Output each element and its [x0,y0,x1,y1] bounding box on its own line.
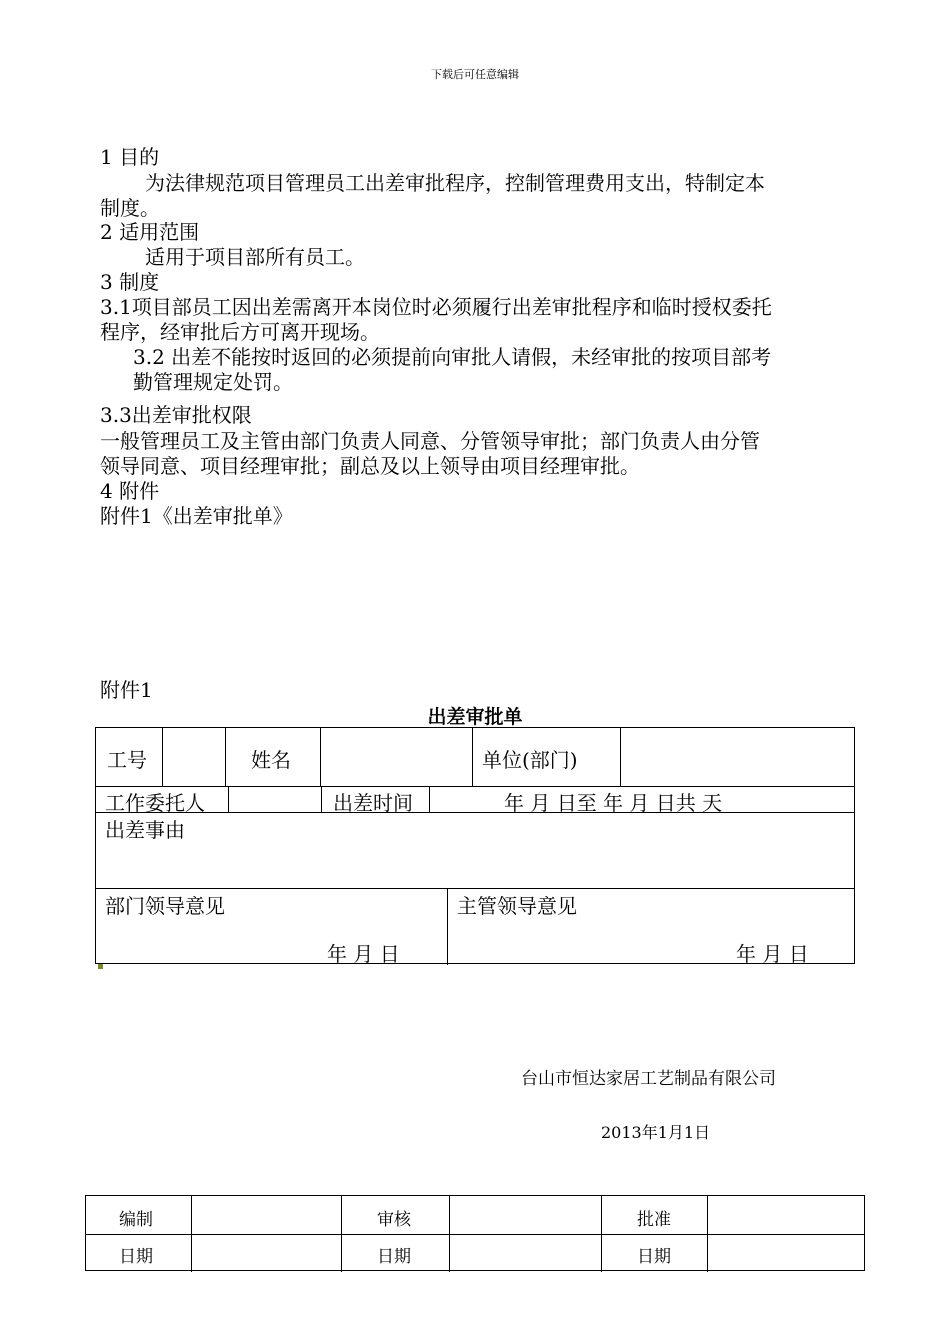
section-1-heading: 1 目的 [100,145,160,169]
form-col-divider [225,728,226,786]
signoff-col-divider [707,1196,708,1272]
section-1-text-line2: 制度。 [100,196,160,220]
issue-date: 2013年1月1日 [601,1123,711,1142]
attachment-label: 附件1 [100,678,153,702]
name-label: 姓名 [251,748,291,772]
form-col-divider [472,728,473,786]
reviewed-by-label: 审核 [377,1210,411,1230]
section-4-heading: 4 附件 [100,479,160,503]
form-col-divider [429,786,430,812]
form-col-divider [320,728,321,786]
signoff-row-divider [86,1234,864,1235]
section-3-3-line2: 领导同意、项目经理审批；副总及以上领导由项目经理审批。 [100,454,640,478]
unit-label: 单位(部门) [482,748,578,772]
section-3-1-line2: 程序，经审批后方可离开现场。 [100,320,380,344]
company-name: 台山市恒达家居工艺制品有限公司 [521,1069,776,1089]
section-3-heading: 3 制度 [100,270,160,294]
form-row-divider [96,888,854,889]
reviewed-date-label: 日期 [377,1247,411,1267]
section-1-text-line1: 为法律规范项目管理员工出差审批程序，控制管理费用支出，特制定本 [145,171,765,195]
form-col-divider [447,888,448,965]
header-note: 下载后可任意编辑 [431,68,519,81]
form-title: 出差审批单 [427,706,523,728]
form-col-divider [162,728,163,786]
form-col-divider [620,728,621,786]
signoff-col-divider [449,1196,450,1272]
section-2-heading: 2 适用范围 [100,220,200,244]
section-4-text: 附件1《出差审批单》 [100,504,293,528]
section-3-3-line1: 一般管理员工及主管由部门负责人同意、分管领导审批；部门负责人由分管 [100,429,760,453]
trip-reason-label: 出差事由 [105,818,185,842]
employee-id-label: 工号 [107,748,147,772]
signoff-col-divider [341,1196,342,1272]
approved-date-label: 日期 [637,1247,671,1267]
supervisor-opinion-label: 主管领导意见 [457,894,577,918]
dept-opinion-label: 部门领导意见 [105,894,225,918]
approved-by-label: 批准 [637,1210,671,1230]
form-col-divider [228,786,229,812]
section-2-text: 适用于项目部所有员工。 [145,245,365,269]
trip-time-value: 年 月 日至 年 月 日共 天 [504,791,723,815]
supervisor-date: 年 月 日 [736,942,809,966]
travel-approval-form [95,727,855,964]
prepared-by-label: 编制 [119,1210,153,1230]
form-col-divider [321,786,322,812]
trip-time-label: 出差时间 [333,791,413,815]
form-row-divider [96,786,854,787]
dept-date: 年 月 日 [327,942,400,966]
signoff-col-divider [601,1196,602,1272]
signoff-table [85,1195,865,1271]
anchor-mark [98,964,103,969]
section-3-2-line1: 3.2 出差不能按时返回的必须提前向审批人请假，未经审批的按项目部考 [133,345,772,369]
section-3-1-line1: 3.1项目部员工因出差需离开本岗位时必须履行出差审批程序和临时授权委托 [100,295,772,319]
prepared-date-label: 日期 [119,1247,153,1267]
delegate-label: 工作委托人 [105,791,205,815]
section-3-3-heading: 3.3出差审批权限 [100,403,252,427]
section-3-2-line2: 勤管理规定处罚。 [133,370,293,394]
form-row-divider [96,812,854,813]
signoff-col-divider [191,1196,192,1272]
